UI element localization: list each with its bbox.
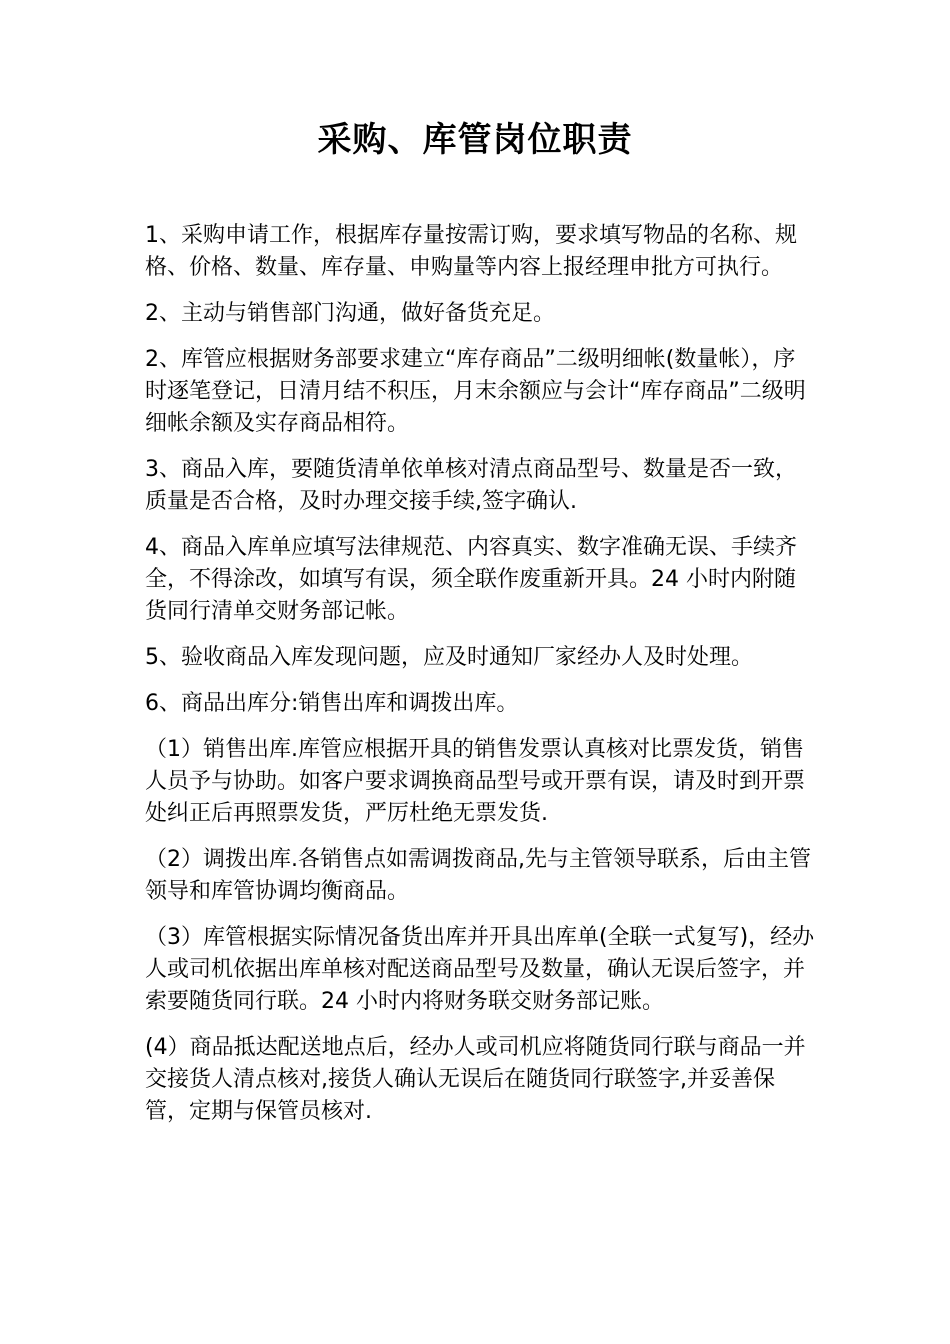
paragraph-8: （1）销售出库.库管应根据开具的销售发票认真核对比票发货，销售人员予与协助。如客户要求调换商品型号或开票有误，请及时到开票处纠正后再照票发货，严厉杜绝无票发货. [145, 737, 806, 826]
page-title: 采购、库管岗位职责 [317, 120, 633, 160]
paragraph-2: 2、主动与销售部门沟通，做好备货充足。 [145, 301, 555, 326]
paragraph-3: 2、库管应根据财务部要求建立“库存商品”二级明细帐(数量帐），序时逐笔登记，日清月结不积压，月末余额应与会计“库存商品”二级明细帐余额及实存商品相符。 [145, 347, 806, 436]
paragraph-11: (4）商品抵达配送地点后，经办人或司机应将随货同行联与商品一并交接货人清点核对,接货人确认无误后在随货同行联签字,并妥善保管，定期与保管员核对. [145, 1035, 806, 1124]
paragraph-4: 3、商品入库，要随货清单依单核对清点商品型号、数量是否一致，质量是否合格，及时办理交接手续,签字确认. [145, 457, 797, 514]
paragraph-5: 4、商品入库单应填写法律规范、内容真实、数字准确无误、手续齐全，不得涂改，如填写有误，须全联作废重新开具。24 小时内附随货同行清单交财务部记帐。 [145, 535, 797, 624]
paragraph-9: （2）调拨出库.各销售点如需调拨商品,先与主管领导联系，后由主管领导和库管协调均衡商品。 [145, 847, 811, 904]
document-body [145, 220, 817, 1142]
paragraph-7: 6、商品出库分:销售出库和调拨出库。 [145, 691, 519, 716]
paragraph-10: （3）库管根据实际情况备货出库并开具出库单(全联一式复写)，经办人或司机依据出库单核对配送商品型号及数量，确认无误后签字，并索要随货同行联。24 小时内将财务联交财务部记账。 [145, 925, 815, 1014]
paragraph-1: 1、采购申请工作，根据库存量按需订购，要求填写物品的名称、规格、价格、数量、库存量、申购量等内容上报经理申批方可执行。 [145, 223, 797, 280]
paragraph-6: 5、验收商品入库发现问题，应及时通知厂家经办人及时处理。 [145, 645, 753, 670]
